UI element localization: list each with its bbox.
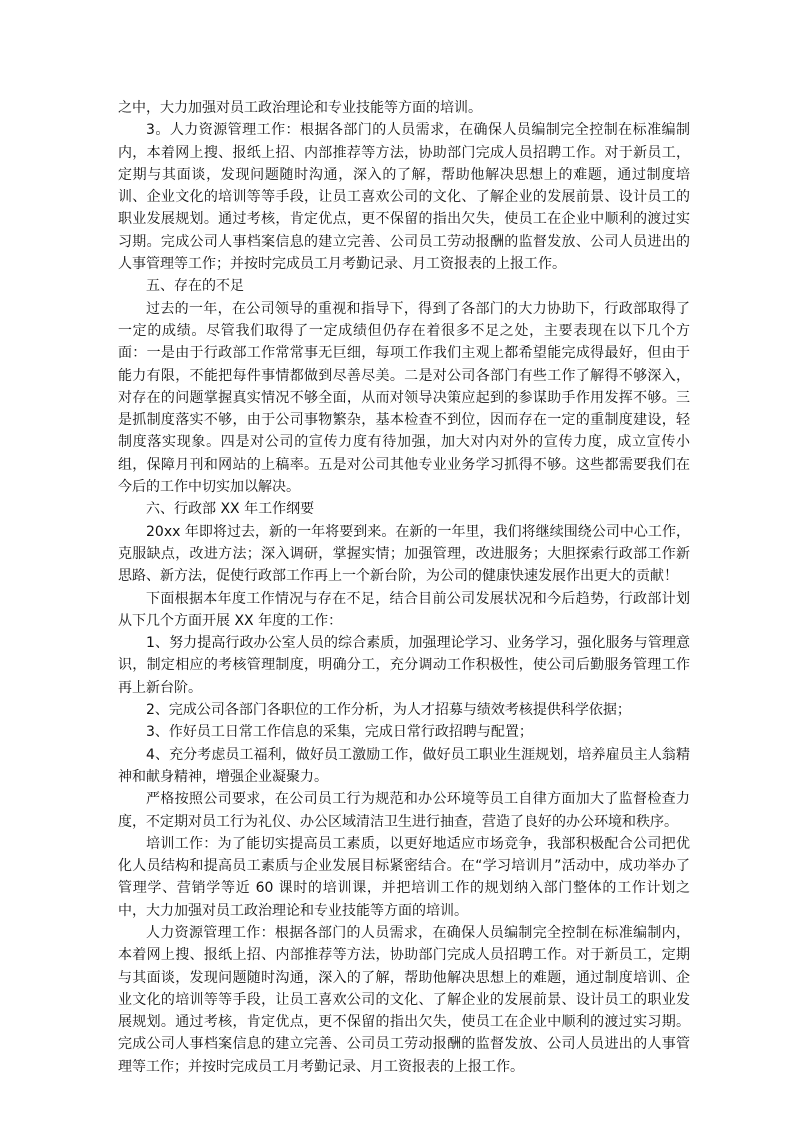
paragraph-hr-management: 人力资源管理工作：根据各部门的人员需求，在确保人员编制完全控制在标准编制内，本着网上搜、报纸上招、内部推荐等方法，协助部门完成人员招聘工作。对于新员工，定期与其面谈，发现问题随时沟通，深入的了解，帮助他解决思想上的难题，通过制度培训、企业文化的培训等等手段，让员工喜欢公司的文化、了解企业的发展前景、设计员工的职业发展规划。通过考核，肯定优点，更不保留的指出欠失，使员工在企业中顺利的渡过实习期。完成公司人事档案信息的建立完善、公司员工劳动报酬的监督发放、公司人员进出的人事管理等工作；并按时完成员工月考勤记录、月工资报表的上报工作。	[118, 924, 690, 1075]
plan-item-4: 4、充分考虑员工福利，做好员工激励工作，做好员工职业生涯规划，培养雇员主人翁精神和献身精神，增强企业凝聚力。	[118, 746, 690, 785]
paragraph-supervision: 严格按照公司要求，在公司员工行为规范和办公环境等员工自律方面加大了监督检查力度，不定期对员工行为礼仪、办公区域清洁卫生进行抽查，营造了良好的办公环境和秩序。	[118, 791, 690, 830]
paragraph-hr-management-3: 3。人力资源管理工作：根据各部门的人员需求，在确保人员编制完全控制在标准编制内，本着网上搜、报纸上招、内部推荐等方法，协助部门完成人员招聘工作。对于新员工，定期与其面谈，发现问题随时沟通，深入的了解，帮助他解决思想上的难题，通过制度培训、企业文化的培训等等手段，让员工喜欢公司的文化、了解企业的发展前景、设计员工的职业发展规划。通过考核，肯定优点，更不保留的指出欠失，使员工在企业中顺利的渡过实习期。完成公司人事档案信息的建立完善、公司员工劳动报酬的监督发放、公司人员进出的人事管理等工作；并按时完成员工月考勤记录、月工资报表的上报工作。	[118, 122, 690, 273]
section-heading-work-outline: 六、行政部 XX 年工作纲要	[146, 501, 315, 518]
paragraph-continuation: 之中，大力加强对员工政治理论和专业技能等方面的培训。	[118, 100, 482, 116]
paragraph-plan-intro: 下面根据本年度工作情况与存在不足，结合目前公司发展状况和今后趋势，行政部计划从下几个方面开展 XX 年度的工作：	[118, 590, 690, 629]
paragraph-training: 培训工作：为了能切实提高员工素质，以更好地适应市场竞争，我部积极配合公司把优化人员结构和提高员工素质与企业发展目标紧密结合。在“学习培训月”活动中，成功举办了管理学、营销学等近 60 课时的培训课，并把培训工作的规划纳入部门整体的工作计划之中，大力加强对员工政治理论和专业技能等方面的培训。	[118, 835, 690, 919]
paragraph-new-year: 20xx 年即将过去，新的一年将要到来。在新的一年里，我们将继续围绕公司中心工作，克服缺点，改进方法；深入调研，掌握实情；加强管理，改进服务；大胆探索行政部工作新思路、新方法，促使行政部工作再上一个新台阶，为公司的健康快速发展作出更大的贡献！	[118, 523, 690, 585]
plan-item-3: 3、作好员工日常工作信息的采集，完成日常行政招聘与配置；	[146, 724, 533, 741]
paragraph-shortcomings: 过去的一年，在公司领导的重视和指导下，得到了各部门的大力协助下，行政部取得了一定的成绩。尽管我们取得了一定成绩但仍存在着很多不足之处，主要表现在以下几个方面：一是由于行政部工作常常事无巨细，每项工作我们主观上都希望能完成得最好，但由于能力有限，不能把每件事情都做到尽善尽美。二是对公司各部门有些工作了解得不够深入，对存在的问题掌握真实情况不够全面，从而对领导决策应起到的参谋助手作用发挥不够。三是抓制度落实不够，由于公司事物繁杂，基本检查不到位，因而存在一定的重制度建设，轻制度落实现象。四是对公司的宣传力度有待加强，加大对内对外的宣传力度，成立宣传小组，保障月刊和网站的上稿率。五是对公司其他专业业务学习抓得不够。这些都需要我们在今后的工作中切实加以解决。	[118, 300, 690, 496]
plan-item-1: 1、努力提高行政办公室人员的综合素质，加强理论学习、业务学习，强化服务与管理意识，制定相应的考核管理制度，明确分工，充分调动工作积极性，使公司后勤服务管理工作再上新台阶。	[118, 635, 690, 696]
plan-item-2: 2、完成公司各部门各职位的工作分析，为人才招募与绩效考核提供科学依据；	[146, 702, 631, 719]
section-heading-shortcomings: 五、存在的不足	[146, 278, 244, 295]
document-page	[118, 97, 690, 1078]
